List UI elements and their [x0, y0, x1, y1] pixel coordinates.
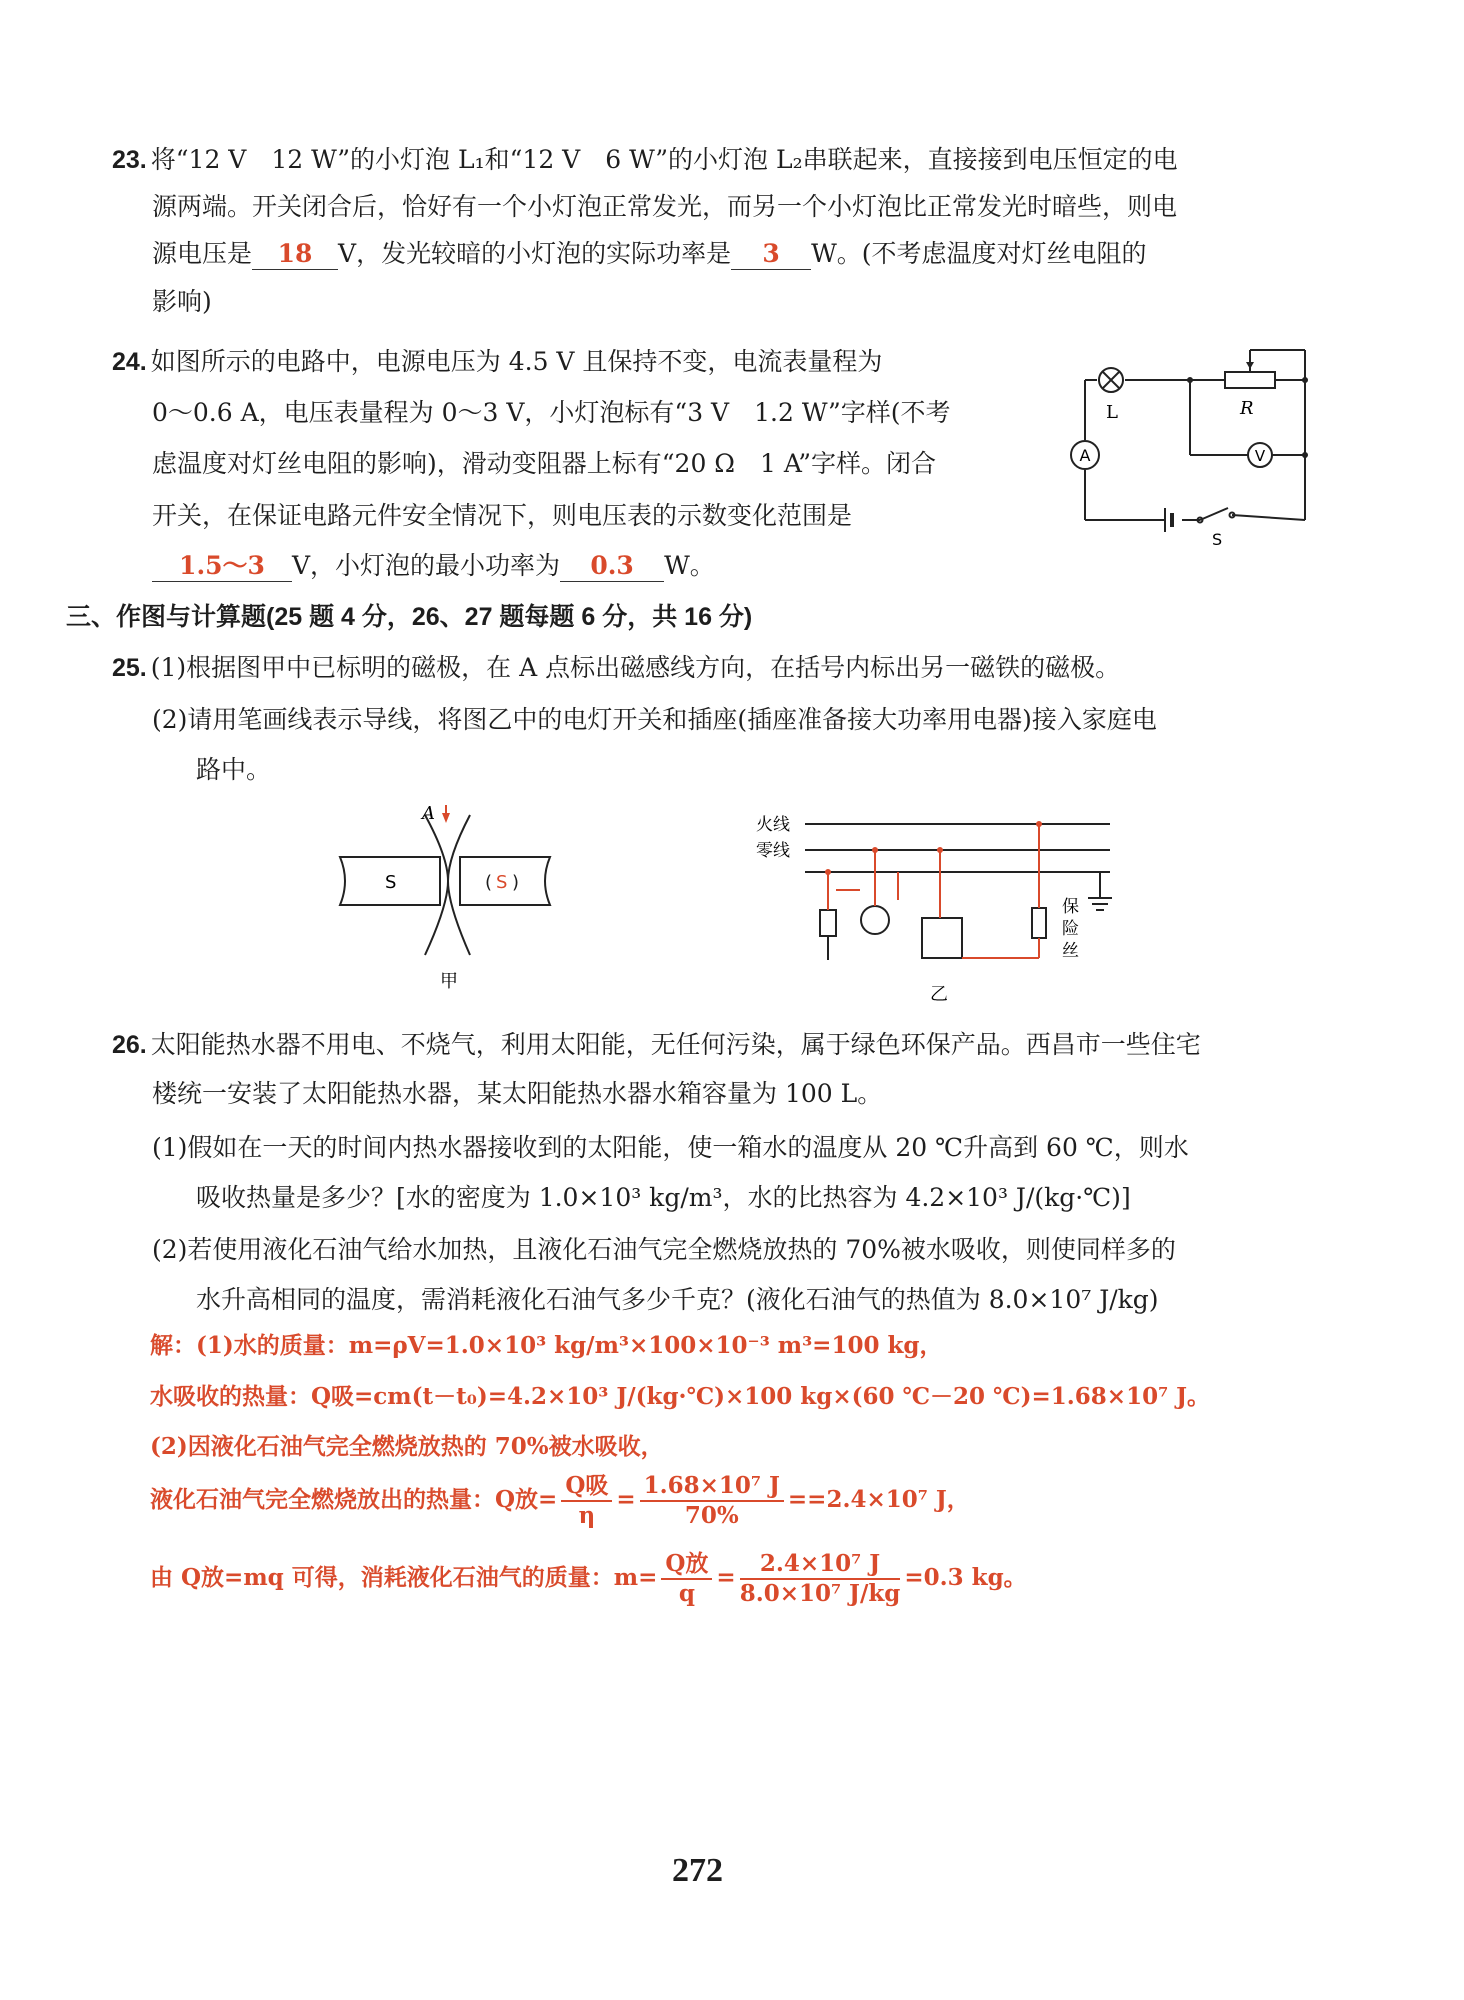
resistor-label: R: [1240, 398, 1254, 419]
page-number: 272: [672, 1852, 723, 1889]
q23-answer-1: 18: [252, 239, 338, 270]
q24-circuit-diagram: [1060, 340, 1320, 550]
q26-number: 26.: [112, 1031, 147, 1059]
solution-line5: 由 Q放=mq 可得，消耗液化石油气的质量：m= $\frac{\text{Q放}}{q}$ = $\frac{\text{2.4×10⁷ J}}{\text{8.0×10⁷ J/kg}}$ =0.3 kg。: [150, 1550, 1027, 1607]
q26-text-1: 太阳能热水器不用电、不烧气，利用太阳能，无任何污染，属于绿色环保产品。西昌市一些住宅: [150, 1030, 1201, 1059]
q23-text-3b: V，发光较暗的小灯泡的实际功率是: [338, 239, 732, 268]
q24-text-5a: V，小灯泡的最小功率为: [292, 551, 561, 580]
figure-b-caption: 乙: [930, 984, 948, 1005]
q25-figure-a: [330, 795, 570, 995]
solution-line2: 水吸收的热量：Q吸=cm(t－t₀)=4.2×10³ J/(kg·℃)×100 kg×(60 ℃－20 ℃)=1.68×10⁷ J。: [150, 1383, 1211, 1410]
q25-part1: (1)根据图甲中已标明的磁极，在 A 点标出磁感线方向，在括号内标出另一磁铁的磁极。: [150, 653, 1121, 682]
solution-line4-result: ==2.4×10⁷ J，: [787, 1486, 970, 1513]
solution-line1: 解：(1)水的质量：m=ρV=1.0×10³ kg/m³×100×10⁻³ m³=100 kg，: [150, 1332, 943, 1359]
right-magnet-close-paren: ): [512, 872, 520, 893]
voltmeter-label: V: [1254, 447, 1266, 465]
q24-text-5b: W。: [664, 551, 715, 580]
solution-line5-result: =0.3 kg。: [904, 1564, 1027, 1591]
q26-part1-b: 吸收热量是多少？[水的密度为 1.0×10³ kg/m³，水的比热容为 4.2×10³ J/(kg·℃)]: [196, 1183, 1131, 1212]
fraction-mass-value: $\frac{\text{2.4×10⁷ J}}{\text{8.0×10⁷ J/kg}}$: [739, 1550, 901, 1607]
solution-line5-text: 由 Q放=mq 可得，消耗液化石油气的质量：m=: [150, 1564, 658, 1591]
q23-text-1: 将“12 V 12 W”的小灯泡 L₁和“12 V 6 W”的小灯泡 L₂串联起来，直接接到电压恒定的电: [150, 145, 1178, 174]
neutral-wire-label: 零线: [756, 841, 790, 861]
q23-line3: [152, 234, 1147, 270]
q26-line2: 楼统一安装了太阳能热水器，某太阳能热水器水箱容量为 100 L。: [152, 1079, 883, 1108]
q24-answer-2: 0.3: [560, 551, 664, 582]
right-magnet-pole-answer: S: [496, 872, 508, 893]
svg-text:丝: 丝: [1062, 941, 1079, 961]
q24-line3: 虑温度对灯丝电阻的影响)，滑动变阻器上标有“20 Ω 1 A”字样。闭合: [152, 449, 937, 478]
lamp-label: L: [1106, 402, 1118, 423]
fraction-q-released-over-q: $\frac{\text{Q放}}{q}$: [661, 1550, 712, 1608]
solution-line3: (2)因液化石油气完全燃烧放热的 70%被水吸收，: [150, 1433, 664, 1460]
fraction-heat-value: $\frac{\text{1.68×10⁷ J}}{70\%}$: [640, 1472, 784, 1530]
q26-line1: [112, 1025, 1201, 1061]
q24-answer-1: 1.5～3: [152, 551, 292, 582]
q25-figure-b: [750, 800, 1130, 1005]
fuse-label: [1062, 897, 1079, 961]
svg-text:险: 险: [1062, 919, 1079, 939]
q24-line5: [152, 546, 715, 582]
q23-line1: [112, 140, 1178, 176]
q23-text-3c: W。(不考虑温度对灯丝电阻的: [811, 239, 1147, 268]
switch-label: S: [1212, 530, 1223, 549]
q24-number: 24.: [112, 348, 147, 376]
q25-line2: (2)请用笔画线表示导线，将图乙中的电灯开关和插座(插座准备接大功率用电器)接入家庭电: [152, 705, 1157, 734]
live-wire-label: 火线: [756, 815, 790, 835]
q23-text-3a: 源电压是: [152, 239, 253, 268]
right-magnet-open-paren: (: [485, 872, 493, 893]
figure-a-caption: 甲: [440, 971, 458, 992]
q25-line3: 路中。: [196, 755, 272, 784]
q26-part2-a: (2)若使用液化石油气给水加热，且液化石油气完全燃烧放热的 70%被水吸收，则使同样多的: [152, 1235, 1176, 1264]
solution-line4-text: 液化石油气完全燃烧放出的热量：Q放=: [150, 1486, 558, 1513]
solution-line4: 液化石油气完全燃烧放出的热量：Q放= $\frac{\text{Q吸}}{\eta}$ = $\frac{\text{1.68×10⁷ J}}{70\%}$ ==2.4×10⁷ J，: [150, 1472, 970, 1529]
fraction-q-absorbed-over-eta: $\frac{\text{Q吸}}{\eta}$: [561, 1472, 612, 1530]
section-3-heading: 三、作图与计算题(25 题 4 分，26、27 题每题 6 分，共 16 分): [66, 603, 753, 631]
svg-text:保: 保: [1062, 897, 1079, 917]
q24-line2: 0～0.6 A，电压表量程为 0～3 V，小灯泡标有“3 V 1.2 W”字样(不考: [152, 398, 951, 427]
q24-line4: 开关，在保证电路元件安全情况下，则电压表的示数变化范围是: [152, 501, 853, 530]
q26-part2-b: 水升高相同的温度，需消耗液化石油气多少千克？(液化石油气的热值为 8.0×10⁷ J/kg): [196, 1285, 1159, 1314]
q25-line1: [112, 648, 1120, 684]
q24-line1: [112, 342, 882, 378]
q23-line2: 源两端。开关闭合后，恰好有一个小灯泡正常发光，而另一个小灯泡比正常发光时暗些，则电: [152, 192, 1178, 221]
q23-number: 23.: [112, 146, 147, 174]
left-magnet-pole: S: [385, 872, 397, 893]
q23-answer-2: 3: [731, 239, 811, 270]
ammeter-label: A: [1079, 446, 1091, 465]
q26-part1-a: (1)假如在一天的时间内热水器接收到的太阳能，使一箱水的温度从 20 ℃升高到 60 ℃，则水: [152, 1133, 1189, 1162]
slider-arrow-icon: [1246, 362, 1254, 369]
point-a-label: A: [422, 803, 435, 824]
q24-text-1: 如图所示的电路中，电源电压为 4.5 V 且保持不变，电流表量程为: [150, 347, 883, 376]
q23-line4: 影响): [152, 287, 212, 316]
q25-number: 25.: [112, 654, 147, 682]
